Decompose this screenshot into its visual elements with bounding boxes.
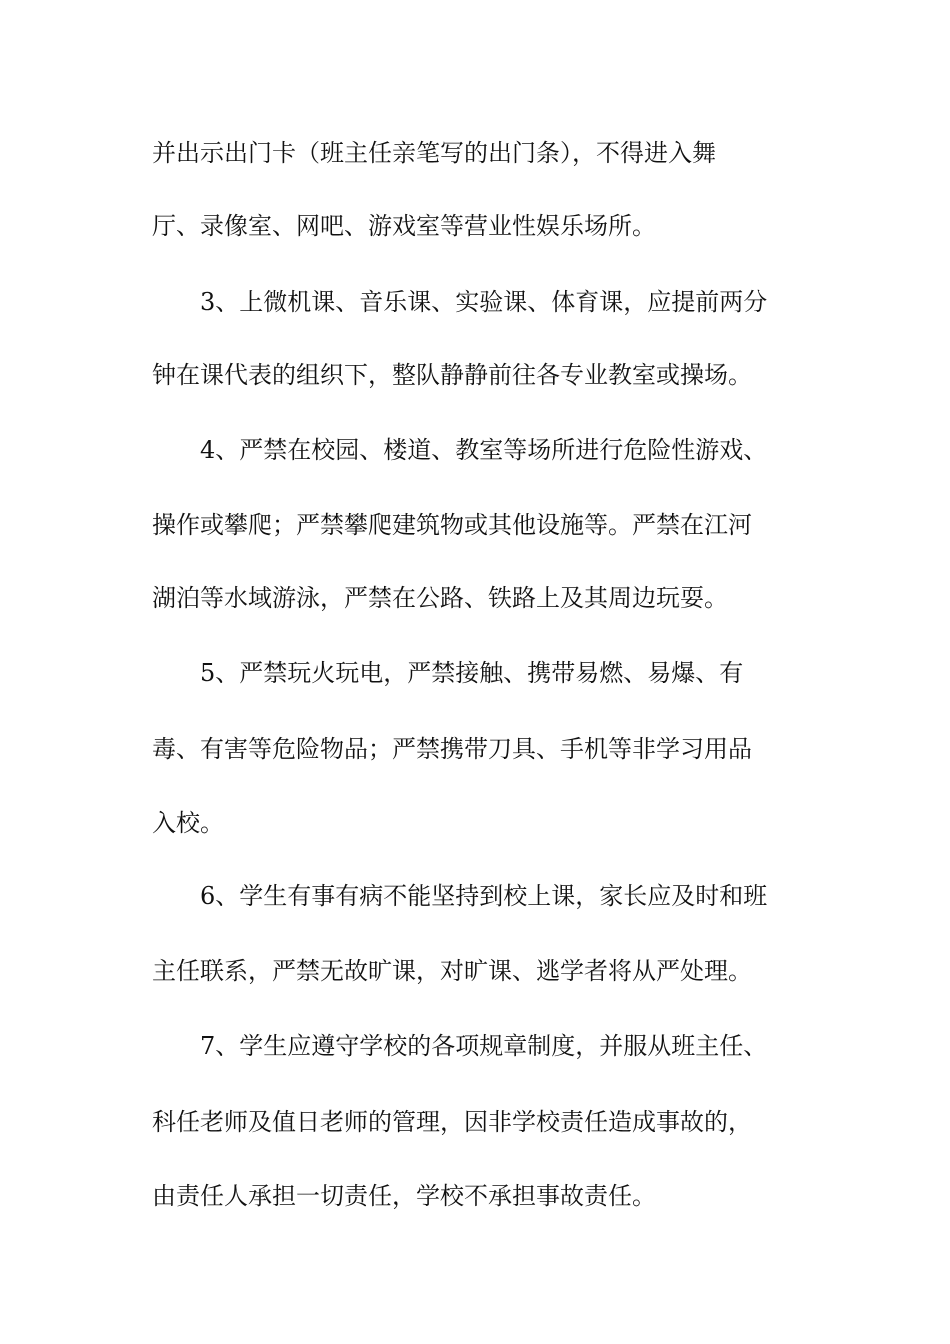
- text-line: 5、严禁玩火玩电，严禁接触、携带易燃、易爆、有: [200, 659, 744, 687]
- text-line: 科任老师及值日老师的管理，因非学校责任造成事故的，: [152, 1108, 752, 1136]
- text-line: 6、学生有事有病不能坚持到校上课，家长应及时和班: [200, 882, 768, 910]
- text-line: 毒、有害等危险物品；严禁携带刀具、手机等非学习用品: [152, 735, 752, 763]
- text-line: 湖泊等水域游泳，严禁在公路、铁路上及其周边玩耍。: [152, 584, 728, 612]
- text-line: 操作或攀爬；严禁攀爬建筑物或其他设施等。严禁在江河: [152, 511, 752, 539]
- text-line: 入校。: [152, 809, 224, 837]
- text-line: 7、学生应遵守学校的各项规章制度，并服从班主任、: [200, 1032, 768, 1060]
- text-line: 并出示出门卡（班主任亲笔写的出门条），不得进入舞: [152, 139, 716, 167]
- text-line: 4、严禁在校园、楼道、教室等场所进行危险性游戏、: [200, 436, 768, 464]
- text-line: 由责任人承担一切责任，学校不承担事故责任。: [152, 1182, 656, 1210]
- text-line: 3、上微机课、音乐课、实验课、体育课，应提前两分: [200, 288, 768, 316]
- text-line: 厅、录像室、网吧、游戏室等营业性娱乐场所。: [152, 212, 656, 240]
- text-line: 钟在课代表的组织下，整队静静前往各专业教室或操场。: [152, 361, 752, 389]
- text-line: 主任联系，严禁无故旷课，对旷课、逃学者将从严处理。: [152, 957, 752, 985]
